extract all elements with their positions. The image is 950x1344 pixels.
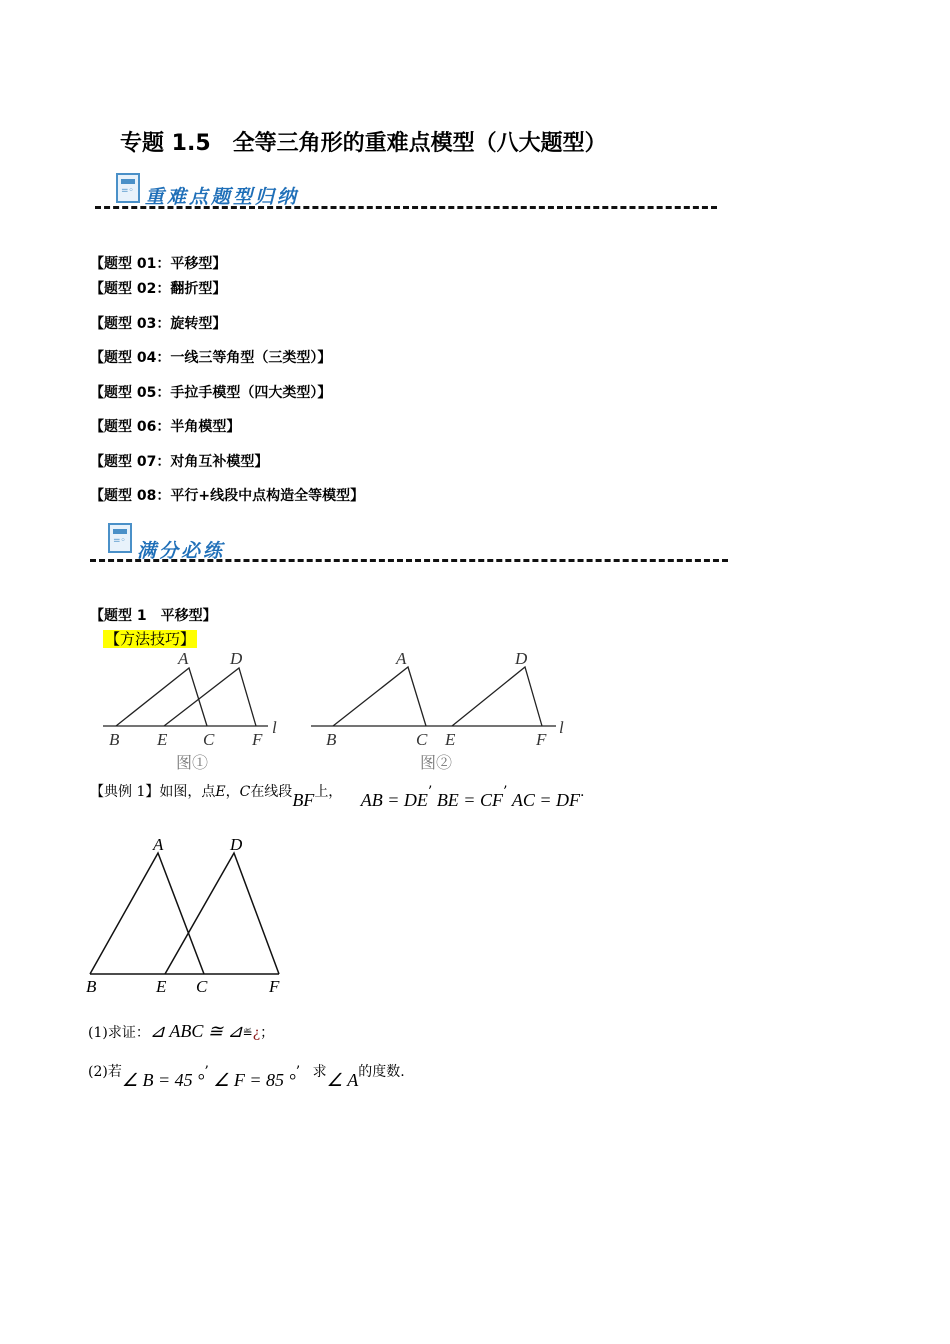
- page-title: 专题 1.5 全等三角形的重难点模型（八大题型）: [120, 131, 607, 156]
- fig2-label-e: E: [445, 730, 456, 749]
- type-item: 【题型 08：平行+线段中点构造全等模型】: [90, 488, 365, 504]
- question-2: (2)若∠ B = 45 °’ ∠ F = 85 °’ 求∠ A的度数.: [88, 1064, 405, 1090]
- fig2-caption: 图②: [420, 753, 453, 772]
- fig2-label-b: B: [326, 730, 337, 749]
- fig1-label-e: E: [157, 730, 168, 749]
- fig3-label-a: A: [153, 835, 164, 854]
- fig3-label-f: F: [269, 977, 280, 996]
- fig1-label-c: C: [203, 730, 215, 749]
- fig1-label-a: A: [178, 649, 189, 668]
- type-item: 【题型 03：旋转型】: [90, 316, 227, 332]
- figure-3: [90, 853, 279, 974]
- section-heading-summary: 重难点题型归纳: [145, 186, 300, 208]
- fig1-label-b: B: [109, 730, 120, 749]
- type-item: 【题型 07：对角互补模型】: [90, 454, 269, 470]
- fig2-label-a: A: [396, 649, 407, 668]
- section-heading-practice: 满分必练: [137, 540, 226, 562]
- question-1: (1)求证：⊿ ABC ≅ ⊿≝¿；: [88, 1021, 275, 1041]
- fig1-label-d: D: [230, 649, 243, 668]
- type-item: 【题型 01：平移型】: [90, 256, 227, 272]
- fig3-label-c: C: [196, 977, 208, 996]
- type-item: 【题型 05：手拉手模型（四大类型）】: [90, 385, 332, 401]
- fig2-label-l: l: [559, 718, 564, 737]
- example-1: 【典例 1】如图，点E，C在线段BF上， AB = DE’ BE = CF’ AC = DF.: [90, 784, 585, 810]
- fig2-label-d: D: [515, 649, 528, 668]
- type-item: 【题型 04：一线三等角型（三类型）】: [90, 350, 332, 366]
- method-tips-label: 【方法技巧】: [105, 630, 196, 648]
- fig2-label-f: F: [536, 730, 547, 749]
- fig3-label-b: B: [86, 977, 97, 996]
- fig2-label-c: C: [416, 730, 428, 749]
- fig3-label-e: E: [156, 977, 167, 996]
- fig1-caption: 图①: [176, 753, 209, 772]
- fig3-label-d: D: [230, 835, 243, 854]
- fig1-label-f: F: [252, 730, 263, 749]
- type1-heading: 【题型 1 平移型】: [90, 608, 217, 624]
- type-item: 【题型 02：翻折型】: [90, 281, 227, 297]
- fig1-label-l: l: [272, 718, 277, 737]
- figure-1: [103, 668, 268, 726]
- figure-2: [311, 667, 556, 726]
- type-item: 【题型 06：半角模型】: [90, 419, 241, 435]
